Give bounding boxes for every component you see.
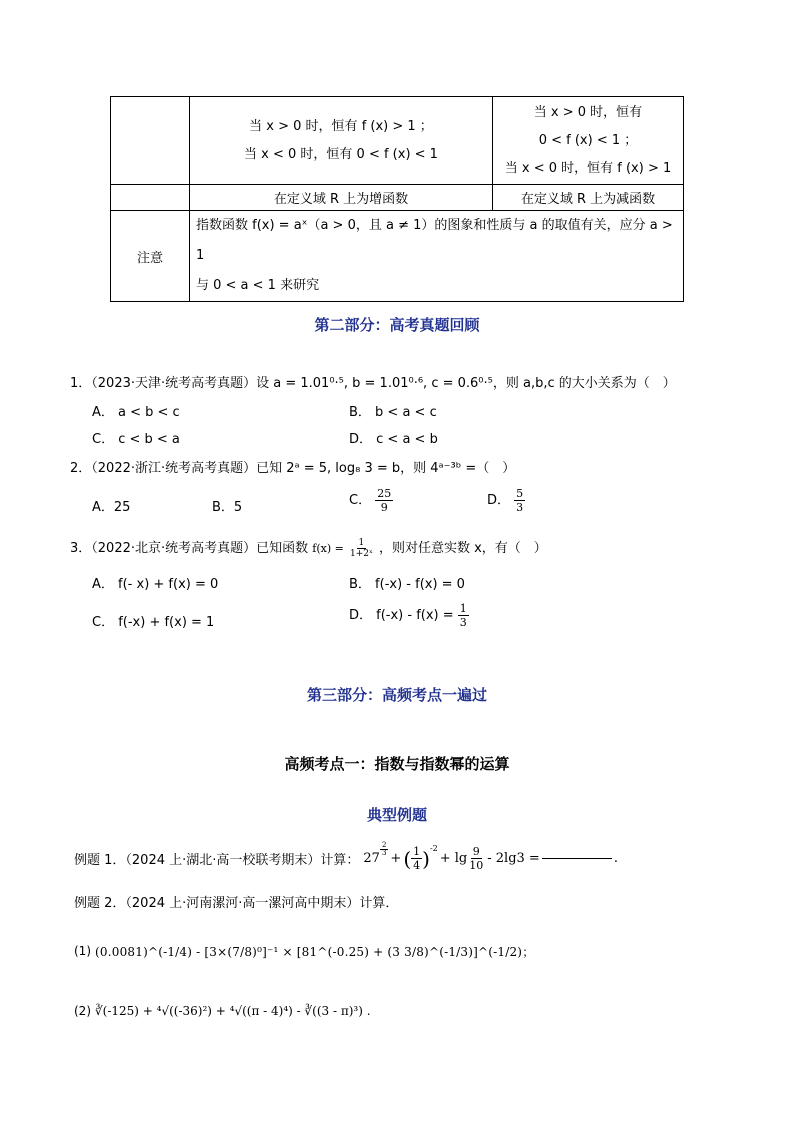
note-label: 注意 <box>111 211 190 302</box>
example-1-prefix: 例题 1．（2024 上·湖北·高一校联考期末）计算： <box>74 853 360 868</box>
properties-table <box>110 96 684 302</box>
question-2-option-a: A．25 <box>92 500 131 515</box>
example-2-part-1-label: (1) <box>74 944 91 958</box>
question-1-option-c: C． c < b < a <box>92 432 180 447</box>
decreasing-label-cell: 在定义域 R 上为减函数 <box>493 185 684 211</box>
question-1-option-d: D． c < a < b <box>349 432 438 447</box>
decreasing-case-cell <box>493 97 684 185</box>
question-2-option-d <box>487 487 525 514</box>
question-3-option-c: C． f(-x) + f(x) = 1 <box>92 615 215 630</box>
fraction-numerator: 5 <box>516 487 524 500</box>
question-3-option-b: B． f(-x) - f(x) = 0 <box>349 577 465 592</box>
example-2-part-2 <box>74 998 371 1024</box>
fraction-denominator: 9 <box>380 501 388 514</box>
example-1-period: . <box>613 851 618 866</box>
row1-right-line3: 当 x < 0 时，恒有 f (x) > 1 <box>504 160 672 176</box>
question-2-option-d-fraction <box>514 487 525 514</box>
fraction-denominator: 3 <box>516 501 524 514</box>
example-1-base-27: 27 <box>363 851 380 866</box>
question-1-stem: 1．（2023·天津·统考高考真题）设 a = 1.01⁰·⁵, b = 1.01⁰·⁶, c = 0.6⁰·⁵，则 a,b,c 的大小关系为（ ） <box>70 376 676 391</box>
question-3-stem <box>70 537 547 559</box>
example-1-quarter <box>411 845 422 872</box>
fraction-numerator: 25 <box>377 487 392 500</box>
example-2-part-2-expression: ∛(-125) + ⁴√((-36)²) + ⁴√((π - 4)⁴) - ∛((3 - π)³) . <box>95 1004 371 1018</box>
question-3-stem-pre: 3．（2022·北京·统考高考真题）已知函数 <box>70 541 309 556</box>
example-1: 例题 1．（2024 上·湖北·高一校联考期末）计算： 27 $\frac{2}{3}$ + ( $\frac{1}{4}$ ) -2 + lg $\frac{9}{10}$ - 2lg3 = . <box>74 841 618 872</box>
question-2-option-d-label: D． <box>487 493 511 508</box>
table-empty-cell-2 <box>111 185 190 211</box>
example-2-part-2-label: (2) <box>74 1004 91 1018</box>
fraction-denominator: 1+2ˣ <box>349 549 373 559</box>
answer-blank <box>542 858 612 859</box>
question-3-option-a: A． f(- x) + f(x) = 0 <box>92 577 219 592</box>
fraction-numerator: 1 <box>358 538 365 548</box>
fraction-numerator: 2 <box>381 841 387 849</box>
question-3-stem-post: ，则对任意实数 x，有（ ） <box>378 541 547 556</box>
question-2-option-b: B．5 <box>212 500 243 515</box>
question-3-option-d-fraction <box>458 602 469 629</box>
question-1-option-a: A． a < b < c <box>92 405 180 420</box>
example-2-stem: 例题 2．（2024 上·河南漯河·高一漯河高中期末）计算． <box>74 896 399 911</box>
question-1-option-b: B． b < a < c <box>349 405 437 420</box>
question-2-option-c-fraction <box>375 487 393 514</box>
fraction-denominator: 10 <box>469 859 484 872</box>
row1-mid-line2: 当 x < 0 时，恒有 0 < f (x) < 1 <box>244 146 438 162</box>
question-2-stem: 2．（2022·浙江·统考高考真题）已知 2ᵃ = 5, log₈ 3 = b，则 4ᵃ⁻³ᵇ =（ ） <box>70 461 516 476</box>
row1-right-line1: 当 x > 0 时，恒有 <box>533 104 643 120</box>
examples-title: 典型例题 <box>366 806 427 824</box>
fraction-numerator: 1 <box>459 602 467 615</box>
row1-mid-line1: 当 x > 0 时，恒有 f (x) > 1 ； <box>249 118 433 134</box>
example-1-neg-exponent: -2 <box>429 844 438 853</box>
question-3-function-fraction <box>348 538 375 559</box>
question-2-option-c-label: C． <box>349 493 372 508</box>
fraction-numerator: 1 <box>413 845 421 858</box>
note-line2: 与 0 < a < 1 来研究 <box>196 278 320 293</box>
question-3-option-d-pre: D． f(-x) - f(x) = <box>349 608 454 623</box>
example-1-nine-tenths <box>467 845 485 872</box>
example-1-exponent <box>380 842 388 857</box>
note-line1: 指数函数 f(x) = aˣ（a > 0，且 a ≠ 1）的图象和性质与 a 的取值有关，应分 a > 1 <box>196 218 673 263</box>
example-2-part-1-expression: (0.0081)^(-1/4) - [3×(7/8)⁰]⁻¹ × [81^(-0.25) + (3 3/8)^(-1/3)]^(-1/2)； <box>95 944 535 959</box>
fraction-denominator: 4 <box>413 859 421 872</box>
note-content <box>190 211 684 302</box>
part2-title: 第二部分：高考真题回顾 <box>314 316 480 334</box>
fraction-denominator: 3 <box>381 849 387 857</box>
fraction-numerator: 9 <box>472 845 480 858</box>
question-3-function-name: f(x) = <box>312 542 344 555</box>
example-2-part-1 <box>74 925 534 977</box>
topic1-title: 高频考点一：指数与指数幂的运算 <box>284 755 510 773</box>
example-1-lg: + lg <box>439 851 468 866</box>
row1-right-line2: 0 < f (x) < 1 ； <box>538 132 638 148</box>
part3-title: 第三部分：高频考点一遍过 <box>306 686 487 704</box>
question-3-option-d <box>349 602 469 629</box>
increasing-case-cell <box>190 97 493 185</box>
table-empty-cell <box>111 97 190 185</box>
example-1-tail: - 2lg3 = <box>487 851 540 866</box>
increasing-label-cell: 在定义域 R 上为增函数 <box>190 185 493 211</box>
question-2-option-c <box>349 487 393 514</box>
fraction-denominator: 3 <box>459 616 467 629</box>
